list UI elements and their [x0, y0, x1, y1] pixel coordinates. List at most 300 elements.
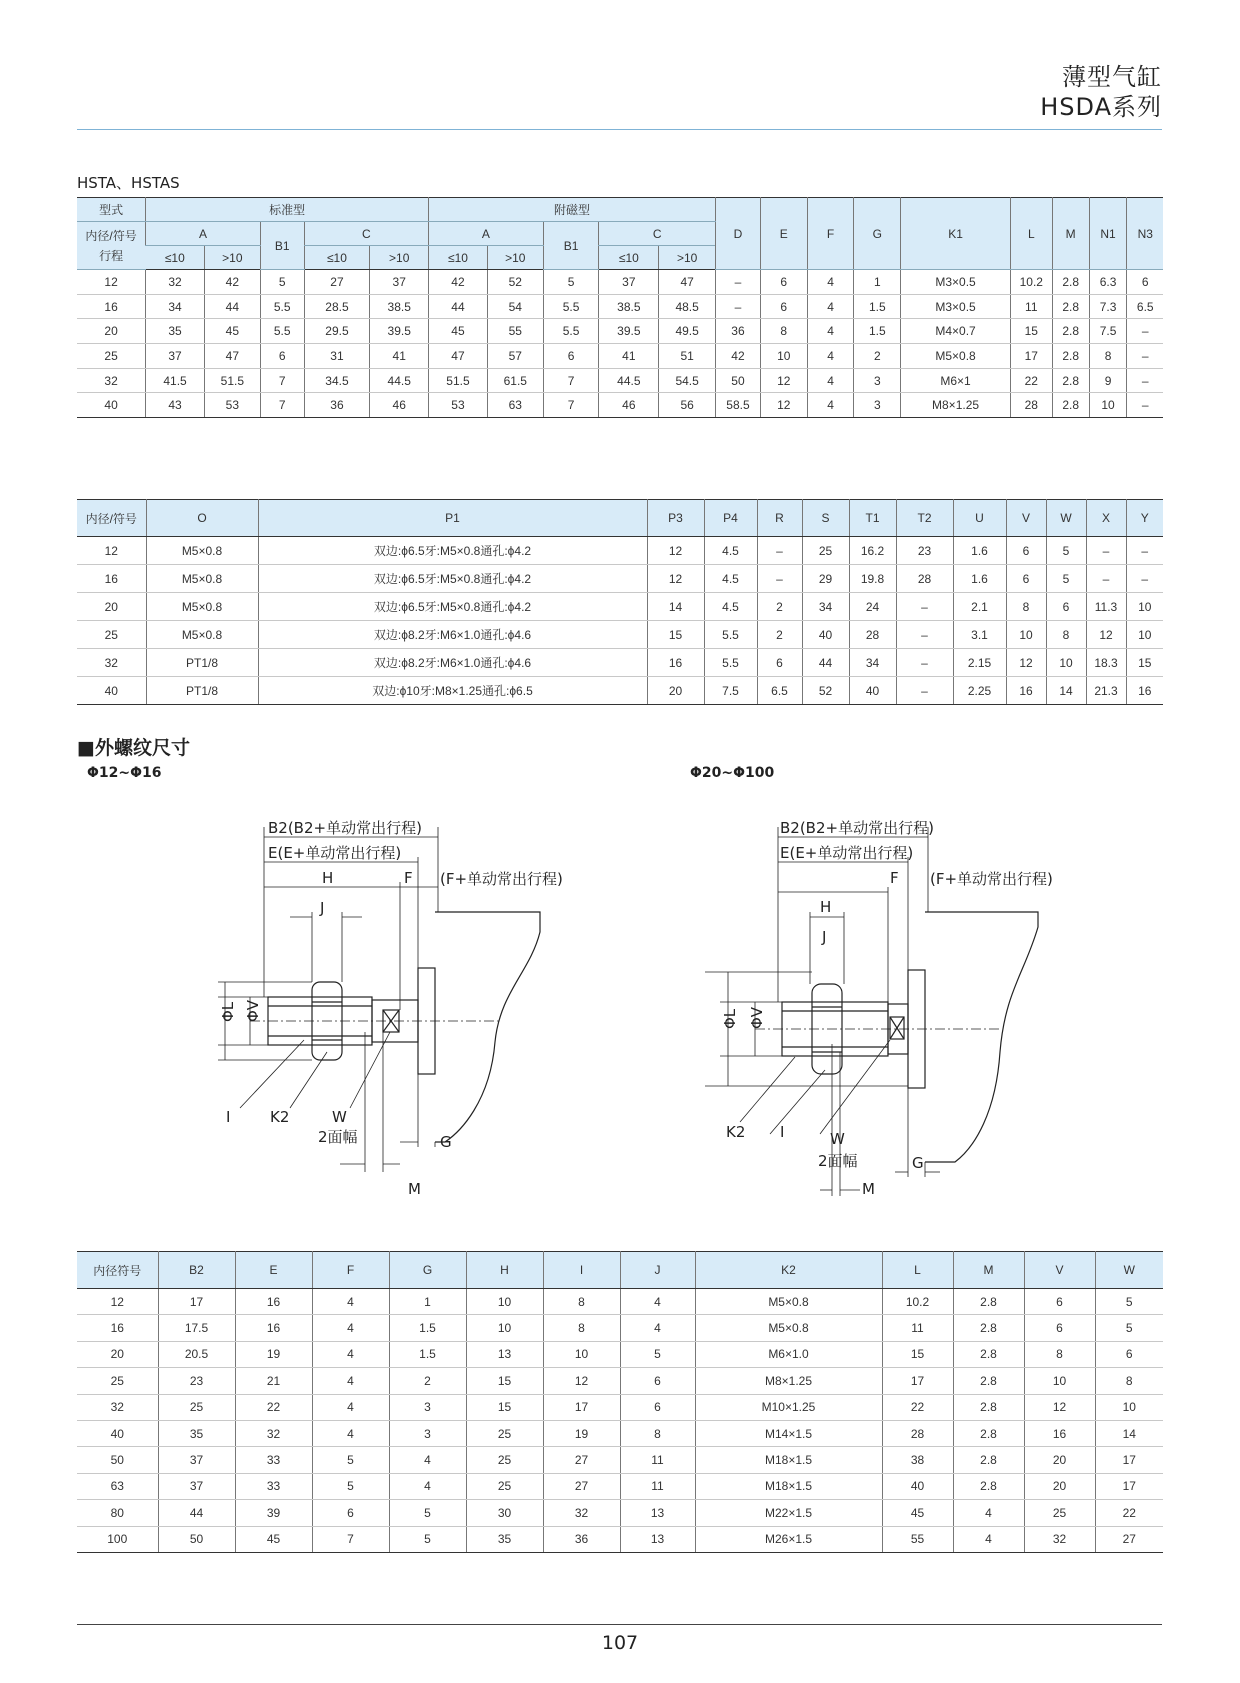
- table-cell: 44: [158, 1500, 235, 1526]
- dim-g: G: [912, 1154, 924, 1172]
- table-cell: 41.5: [146, 368, 205, 393]
- table-cell: 100: [77, 1526, 158, 1552]
- table-cell: M18×1.5: [695, 1473, 882, 1499]
- table-cell: 17: [1095, 1447, 1163, 1473]
- dim-k2: K2: [270, 1108, 290, 1126]
- dim-g: G: [440, 1133, 452, 1151]
- table-cell: –: [1086, 537, 1126, 565]
- table-cell: 10.2: [882, 1289, 953, 1315]
- drawing-small-bore: [200, 812, 600, 1212]
- table-cell: 5.5: [543, 294, 599, 319]
- table-cell: 48.5: [659, 294, 716, 319]
- table-cell: 7: [260, 393, 304, 418]
- table-cell: 6: [1006, 537, 1046, 565]
- table-row: [77, 649, 1163, 677]
- dim-w-flats: 2面幅: [318, 1128, 358, 1146]
- dim-h: H: [322, 869, 334, 887]
- table-cell: 6: [1006, 565, 1046, 593]
- footer-divider: [77, 1624, 1162, 1625]
- column-header: E: [235, 1252, 312, 1289]
- table-cell: M5×0.8: [901, 344, 1011, 369]
- table-cell: 10: [543, 1341, 620, 1367]
- table-row: [77, 1500, 1163, 1526]
- table-cell: 47: [659, 270, 716, 295]
- table-cell: 10: [1046, 649, 1086, 677]
- table-cell: –: [757, 565, 802, 593]
- left-drawing-label: Φ12~Φ16: [87, 765, 162, 781]
- table-row: [77, 1289, 1163, 1315]
- table-cell: 28: [882, 1420, 953, 1446]
- table-cell: 23: [158, 1368, 235, 1394]
- column-header: T2: [896, 500, 953, 537]
- table-cell: 7: [260, 368, 304, 393]
- model-subtitle: HSTA、HSTAS: [77, 174, 180, 192]
- table-cell: 5: [620, 1341, 695, 1367]
- header-model: 型式: [77, 198, 146, 222]
- table-cell: 17: [1095, 1473, 1163, 1499]
- table-cell: 15: [466, 1394, 543, 1420]
- header-title-cn: 薄型气缸: [1062, 63, 1162, 91]
- dim-b2: B2(B2+单动常出行程): [268, 819, 422, 837]
- table-cell: 34: [849, 649, 896, 677]
- table-cell: 16.2: [849, 537, 896, 565]
- table-cell: 40: [802, 621, 849, 649]
- table-cell: 33: [235, 1473, 312, 1499]
- table-cell: 44: [204, 294, 260, 319]
- table-cell: 5: [260, 270, 304, 295]
- table-cell: 25: [466, 1473, 543, 1499]
- dim-phi-l: ΦL: [721, 1008, 739, 1029]
- table-cell: 4: [953, 1526, 1024, 1552]
- dim-f: F: [404, 869, 413, 887]
- table-cell: 4: [807, 319, 854, 344]
- table-cell: 53: [429, 393, 488, 418]
- table-cell: 2.8: [1052, 294, 1089, 319]
- table-cell: 57: [487, 344, 543, 369]
- table-cell: M6×1.0: [695, 1341, 882, 1367]
- table-cell: 16: [77, 294, 146, 319]
- table-cell: 2.8: [953, 1473, 1024, 1499]
- table-cell: 51.5: [429, 368, 488, 393]
- table-cell: 56: [659, 393, 716, 418]
- dim-k2: K2: [726, 1123, 746, 1141]
- table-cell: 15: [466, 1368, 543, 1394]
- section-title: ■外螺纹尺寸: [77, 737, 190, 759]
- table-row: [77, 1473, 1163, 1499]
- table-cell: 40: [849, 677, 896, 705]
- table-cell: 22: [235, 1394, 312, 1420]
- table-cell: 6: [1024, 1289, 1095, 1315]
- table-cell: 7: [543, 368, 599, 393]
- table-cell: 28.5: [304, 294, 370, 319]
- table-cell: 29: [802, 565, 849, 593]
- table-cell: 2.8: [1052, 319, 1089, 344]
- table-cell: 2: [757, 593, 802, 621]
- table-cell: –: [1127, 393, 1163, 418]
- table-cell: M5×0.8: [695, 1315, 882, 1341]
- column-header: 内径符号: [77, 1252, 158, 1289]
- table-cell: 63: [487, 393, 543, 418]
- dim-w-flats: 2面幅: [818, 1152, 858, 1170]
- table-cell: 16: [1006, 677, 1046, 705]
- page-number: 107: [601, 1632, 639, 1654]
- table-row: [77, 565, 1163, 593]
- table-cell: 37: [158, 1473, 235, 1499]
- table-cell: 4.5: [704, 537, 757, 565]
- table-cell: 1: [854, 270, 901, 295]
- table-cell: M5×0.8: [146, 537, 258, 565]
- table-cell: 3: [854, 393, 901, 418]
- header-B1-mag: B1: [543, 222, 599, 270]
- table-cell: 2.8: [953, 1394, 1024, 1420]
- table-cell: 双边:ϕ8.2牙:M6×1.0通孔:ϕ4.6: [258, 649, 647, 677]
- header-B1-std: B1: [260, 222, 304, 270]
- table-cell: 6: [760, 294, 807, 319]
- column-header: I: [543, 1252, 620, 1289]
- header-le: ≤10: [429, 246, 488, 270]
- table-cell: 40: [882, 1473, 953, 1499]
- table-cell: 51.5: [204, 368, 260, 393]
- table-cell: 13: [620, 1500, 695, 1526]
- header-A-mag: A: [429, 222, 544, 246]
- dim-m: M: [862, 1180, 875, 1198]
- table-cell: 6: [312, 1500, 389, 1526]
- table-cell: 22: [1095, 1500, 1163, 1526]
- table-cell: 2.25: [953, 677, 1006, 705]
- table-cell: 39.5: [599, 319, 659, 344]
- table-cell: 7.5: [1089, 319, 1127, 344]
- table-cell: 63: [77, 1473, 158, 1499]
- table-cell: –: [1127, 344, 1163, 369]
- table-cell: –: [896, 649, 953, 677]
- dim-i: I: [226, 1108, 231, 1126]
- table-cell: 20: [647, 677, 704, 705]
- column-header: O: [146, 500, 258, 537]
- table-cell: 10: [760, 344, 807, 369]
- table-cell: 12: [760, 393, 807, 418]
- column-header: P1: [258, 500, 647, 537]
- table-cell: 5.5: [543, 319, 599, 344]
- header-le: ≤10: [146, 246, 205, 270]
- table-cell: 2: [389, 1368, 466, 1394]
- table-cell: 37: [370, 270, 429, 295]
- table-cell: 12: [1006, 649, 1046, 677]
- table-cell: 5: [1046, 537, 1086, 565]
- column-header: W: [1046, 500, 1086, 537]
- table-cell: 25: [1024, 1500, 1095, 1526]
- table-cell: 4: [389, 1447, 466, 1473]
- table-cell: 32: [146, 270, 205, 295]
- header-gt: >10: [204, 246, 260, 270]
- table-cell: 2.8: [953, 1341, 1024, 1367]
- page-header: [1040, 62, 1162, 122]
- table-cell: 35: [158, 1420, 235, 1446]
- table-cell: 7: [312, 1526, 389, 1552]
- table-cell: 16: [235, 1289, 312, 1315]
- table-cell: 32: [543, 1500, 620, 1526]
- table-cell: 34.5: [304, 368, 370, 393]
- table-cell: 2.8: [953, 1368, 1024, 1394]
- table-cell: 15: [882, 1341, 953, 1367]
- table-cell: 25: [466, 1420, 543, 1446]
- dim-w: W: [332, 1108, 347, 1126]
- table-cell: M6×1: [901, 368, 1011, 393]
- table-cell: 6: [260, 344, 304, 369]
- table-cell: 25: [466, 1447, 543, 1473]
- table-cell: M3×0.5: [901, 294, 1011, 319]
- table-cell: 5.5: [704, 621, 757, 649]
- table-cell: 20: [1024, 1473, 1095, 1499]
- dim-i: I: [780, 1123, 785, 1141]
- table-cell: 12: [760, 368, 807, 393]
- table-cell: 54: [487, 294, 543, 319]
- table-cell: 27: [543, 1473, 620, 1499]
- header-title-series: HSDA系列: [1040, 93, 1162, 121]
- table-cell: 8: [1046, 621, 1086, 649]
- dim-phi-l: ΦL: [219, 1001, 237, 1022]
- table-cell: 4: [807, 393, 854, 418]
- table-cell: 14: [1046, 677, 1086, 705]
- table-cell: 双边:ϕ6.5牙:M5×0.8通孔:ϕ4.2: [258, 593, 647, 621]
- table-cell: 6: [757, 649, 802, 677]
- table-cell: –: [896, 677, 953, 705]
- dim-e: E(E+单动常出行程): [780, 844, 914, 862]
- table-cell: 5.5: [704, 649, 757, 677]
- table-cell: 双边:ϕ8.2牙:M6×1.0通孔:ϕ4.6: [258, 621, 647, 649]
- table-cell: 1.5: [389, 1315, 466, 1341]
- table-cell: 1: [389, 1289, 466, 1315]
- table-cell: 47: [429, 344, 488, 369]
- dim-w: W: [830, 1130, 845, 1148]
- table-cell: 27: [1095, 1526, 1163, 1552]
- table-cell: 9: [1089, 368, 1127, 393]
- table-cell: 4: [312, 1315, 389, 1341]
- table-cell: 25: [77, 621, 146, 649]
- table-cell: 2.8: [953, 1447, 1024, 1473]
- table-cell: 61.5: [487, 368, 543, 393]
- table-cell: 8: [1024, 1341, 1095, 1367]
- table-cell: 50: [77, 1447, 158, 1473]
- table-cell: 32: [1024, 1526, 1095, 1552]
- table-cell: 1.5: [854, 319, 901, 344]
- table-cell: 45: [235, 1526, 312, 1552]
- table-cell: –: [716, 294, 761, 319]
- column-header: S: [802, 500, 849, 537]
- table-cell: 27: [304, 270, 370, 295]
- table-cell: 42: [716, 344, 761, 369]
- table-cell: 16: [1024, 1420, 1095, 1446]
- table-cell: 1.6: [953, 537, 1006, 565]
- table-cell: 10: [1126, 593, 1163, 621]
- table-cell: 2: [757, 621, 802, 649]
- table-cell: 18.3: [1086, 649, 1126, 677]
- table-cell: 10: [466, 1289, 543, 1315]
- table-cell: –: [896, 621, 953, 649]
- table-cell: 3.1: [953, 621, 1006, 649]
- table-cell: 2.8: [953, 1315, 1024, 1341]
- table-cell: 4: [807, 270, 854, 295]
- table-cell: M14×1.5: [695, 1420, 882, 1446]
- table-cell: 11: [620, 1447, 695, 1473]
- column-header: U: [953, 500, 1006, 537]
- table-cell: 10: [1006, 621, 1046, 649]
- table-cell: 4: [312, 1420, 389, 1446]
- column-header: X: [1086, 500, 1126, 537]
- table-cell: 5: [389, 1526, 466, 1552]
- table-cell: 37: [158, 1447, 235, 1473]
- table-cell: 10.2: [1010, 270, 1052, 295]
- table-cell: 25: [158, 1394, 235, 1420]
- table-cell: 4: [807, 344, 854, 369]
- table-cell: 40: [77, 1420, 158, 1446]
- table-cell: M5×0.8: [695, 1289, 882, 1315]
- table-cell: 12: [77, 1289, 158, 1315]
- table-cell: 6: [543, 344, 599, 369]
- table-cell: 32: [235, 1420, 312, 1446]
- table-cell: 4: [389, 1473, 466, 1499]
- header-L: L: [1010, 198, 1052, 270]
- table-cell: 16: [647, 649, 704, 677]
- table-cell: 27: [543, 1447, 620, 1473]
- table-row: [77, 621, 1163, 649]
- table-cell: 21.3: [1086, 677, 1126, 705]
- table-cell: 2.8: [1052, 344, 1089, 369]
- table-cell: 16: [77, 565, 146, 593]
- table-cell: 28: [1010, 393, 1052, 418]
- table-cell: 16: [235, 1315, 312, 1341]
- table-cell: 10: [466, 1315, 543, 1341]
- table-cell: 5: [312, 1473, 389, 1499]
- table-cell: 双边:ϕ6.5牙:M5×0.8通孔:ϕ4.2: [258, 537, 647, 565]
- table-cell: 5: [1046, 565, 1086, 593]
- table-cell: M8×1.25: [901, 393, 1011, 418]
- table-cell: 19: [235, 1341, 312, 1367]
- table-row: [77, 1420, 1163, 1446]
- table-cell: 2.15: [953, 649, 1006, 677]
- header-le: ≤10: [304, 246, 370, 270]
- table-cell: 35: [146, 319, 205, 344]
- table-cell: 12: [77, 270, 146, 295]
- table-cell: 28: [896, 565, 953, 593]
- table-row: [77, 1368, 1163, 1394]
- table-cell: 15: [1010, 319, 1052, 344]
- dim-j: J: [822, 928, 827, 946]
- table-cell: M8×1.25: [695, 1368, 882, 1394]
- table-cell: 47: [204, 344, 260, 369]
- table-cell: 16: [77, 1315, 158, 1341]
- table-cell: 50: [716, 368, 761, 393]
- header-A-std: A: [146, 222, 261, 246]
- column-header: Y: [1126, 500, 1163, 537]
- table-cell: 6: [1024, 1315, 1095, 1341]
- table-cell: 10: [1024, 1368, 1095, 1394]
- table-cell: 28: [849, 621, 896, 649]
- table-cell: 12: [543, 1368, 620, 1394]
- table-cell: 39.5: [370, 319, 429, 344]
- table-cell: 36: [304, 393, 370, 418]
- column-header: T1: [849, 500, 896, 537]
- table-cell: 29.5: [304, 319, 370, 344]
- column-header: G: [389, 1252, 466, 1289]
- table-cell: 20: [1024, 1447, 1095, 1473]
- table-row: [77, 294, 1163, 319]
- table-cell: 11: [882, 1315, 953, 1341]
- table-cell: 20: [77, 319, 146, 344]
- table-cell: PT1/8: [146, 677, 258, 705]
- dim-m: M: [408, 1180, 421, 1198]
- table-cell: 33: [235, 1447, 312, 1473]
- table-cell: M22×1.5: [695, 1500, 882, 1526]
- table-row: [77, 1526, 1163, 1552]
- header-K1: K1: [901, 198, 1011, 270]
- table-cell: 5: [543, 270, 599, 295]
- table-cell: 6: [760, 270, 807, 295]
- table-cell: 53: [204, 393, 260, 418]
- table-cell: PT1/8: [146, 649, 258, 677]
- dim-phi-v: ΦV: [244, 999, 262, 1022]
- table-row: [77, 677, 1163, 705]
- table-cell: 11: [620, 1473, 695, 1499]
- table-cell: –: [1126, 537, 1163, 565]
- table-cell: –: [757, 537, 802, 565]
- table-cell: 12: [1024, 1394, 1095, 1420]
- table-row: [77, 1315, 1163, 1341]
- table-cell: 44.5: [599, 368, 659, 393]
- header-divider: [77, 129, 1162, 130]
- table-cell: 54.5: [659, 368, 716, 393]
- table-cell: 25: [802, 537, 849, 565]
- table-cell: 10: [1089, 393, 1127, 418]
- table-cell: 41: [599, 344, 659, 369]
- table-cell: 45: [882, 1500, 953, 1526]
- table-cell: 10: [1126, 621, 1163, 649]
- table-row: [77, 393, 1163, 418]
- table-cell: 16: [1126, 677, 1163, 705]
- table-cell: 10: [1095, 1394, 1163, 1420]
- table-cell: 50: [158, 1526, 235, 1552]
- column-header: R: [757, 500, 802, 537]
- table-cell: 52: [802, 677, 849, 705]
- table-cell: 8: [543, 1315, 620, 1341]
- header-gt: >10: [370, 246, 429, 270]
- dim-phi-v: ΦV: [748, 1006, 766, 1029]
- table-row: [77, 593, 1163, 621]
- header-le: ≤10: [599, 246, 659, 270]
- table-cell: 4: [807, 294, 854, 319]
- dim-f: F: [890, 869, 899, 887]
- table-cell: 8: [1095, 1368, 1163, 1394]
- table-cell: 双边:ϕ10牙:M8×1.25通孔:ϕ6.5: [258, 677, 647, 705]
- table-cell: 14: [1095, 1420, 1163, 1446]
- table-row: [77, 537, 1163, 565]
- table-cell: 4: [312, 1368, 389, 1394]
- table-cell: –: [716, 270, 761, 295]
- table-cell: 14: [647, 593, 704, 621]
- table-cell: 12: [77, 537, 146, 565]
- table-cell: 12: [647, 537, 704, 565]
- table-cell: 24: [849, 593, 896, 621]
- column-header: B2: [158, 1252, 235, 1289]
- table-cell: 12: [647, 565, 704, 593]
- table-cell: 13: [620, 1526, 695, 1552]
- table-cell: 双边:ϕ6.5牙:M5×0.8通孔:ϕ4.2: [258, 565, 647, 593]
- header-gt: >10: [659, 246, 716, 270]
- table-cell: 8: [620, 1420, 695, 1446]
- table-cell: 22: [1010, 368, 1052, 393]
- table-cell: 4.5: [704, 593, 757, 621]
- table-cell: 20.5: [158, 1341, 235, 1367]
- table-cell: 1.5: [854, 294, 901, 319]
